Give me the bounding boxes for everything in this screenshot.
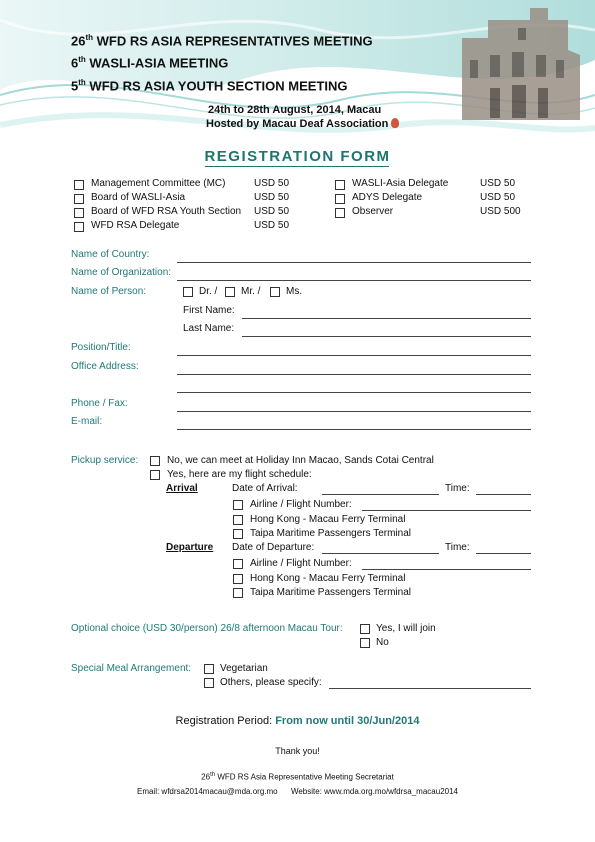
last-name-input[interactable]: [242, 336, 531, 337]
date-of-departure-input[interactable]: [322, 553, 439, 554]
dr-label: Dr. /: [199, 286, 218, 297]
checkbox-adys-delegate[interactable]: [335, 194, 345, 204]
checkbox-ms[interactable]: [270, 287, 280, 297]
checkbox-board-wasli[interactable]: [74, 194, 84, 204]
checkbox-rsa-delegate[interactable]: [74, 222, 84, 232]
contact-line: [0, 787, 595, 796]
fee-label-wasli-delegate: WASLI-Asia Delegate: [352, 178, 449, 189]
checkbox-tour-no[interactable]: [360, 638, 370, 648]
header-host: Hosted by Macau Deaf Association: [206, 118, 399, 130]
mr-label: Mr. /: [241, 286, 261, 297]
header-dates: 24th to 28th August, 2014, Macau: [208, 104, 382, 116]
fee-label-mc: Management Committee (MC): [91, 178, 226, 189]
office-address-input-1[interactable]: [177, 374, 531, 375]
country-label: Name of Country:: [71, 249, 150, 260]
arrival-flight-input[interactable]: [362, 510, 531, 511]
email-input[interactable]: [177, 429, 531, 430]
arrival-time-label: Time:: [445, 483, 470, 494]
form-title-underline: [205, 166, 389, 167]
pickup-yes-label: Yes, here are my flight schedule:: [167, 469, 312, 480]
fee-label-board-wasli: Board of WASLI-Asia: [91, 192, 186, 203]
date-of-departure-label: Date of Departure:: [232, 542, 315, 553]
fee-label-observer: Observer: [352, 206, 394, 217]
arrival-airline-label: Airline / Flight Number:: [250, 499, 352, 510]
office-address-label: Office Address:: [71, 361, 139, 372]
arrival-heading: Arrival: [166, 483, 198, 494]
fee-label-adys-delegate: ADYS Delegate: [352, 192, 423, 203]
fee-price-wasli-delegate: USD 50: [480, 178, 516, 189]
checkbox-observer[interactable]: [335, 208, 345, 218]
departure-hk-ferry-label: Hong Kong - Macau Ferry Terminal: [250, 573, 406, 584]
last-name-label: Last Name:: [183, 323, 235, 334]
header-line-3: 5th WFD RS ASIA YOUTH SECTION MEETING: [71, 78, 348, 94]
departure-time-label: Time:: [445, 542, 470, 553]
meal-others-input[interactable]: [329, 688, 531, 689]
checkbox-mr[interactable]: [225, 287, 235, 297]
form-title: REGISTRATION FORM: [204, 148, 391, 165]
registration-period-value: From now until 30/Jun/2014: [275, 715, 420, 727]
tour-no-label: No: [376, 637, 389, 648]
checkbox-pickup-yes[interactable]: [150, 470, 160, 480]
checkbox-meal-others[interactable]: [204, 678, 214, 688]
registration-period: Registration Period: From now until 30/Jun/2014: [175, 715, 420, 727]
checkbox-vegetarian[interactable]: [204, 664, 214, 674]
position-input[interactable]: [177, 355, 531, 356]
departure-taipa-label: Taipa Maritime Passengers Terminal: [250, 587, 411, 598]
departure-heading: Departure: [166, 542, 214, 553]
fee-price-observer: USD 500: [480, 206, 521, 217]
departure-airline-label: Airline / Flight Number:: [250, 558, 352, 569]
header-line-1: 26th WFD RS ASIA REPRESENTATIVES MEETING: [71, 33, 373, 49]
departure-flight-input[interactable]: [362, 569, 531, 570]
header-line-2: 6th WASLI-ASIA MEETING: [71, 55, 229, 71]
pickup-label: Pickup service:: [71, 455, 139, 466]
checkbox-arrival-taipa[interactable]: [233, 529, 243, 539]
pickup-no-label: No, we can meet at Holiday Inn Macao, Sands Cotai Central: [167, 455, 434, 466]
checkbox-tour-yes[interactable]: [360, 624, 370, 634]
departure-time-input[interactable]: [476, 553, 531, 554]
first-name-label: First Name:: [183, 305, 235, 316]
country-input[interactable]: [177, 262, 531, 263]
person-label: Name of Person:: [71, 286, 147, 297]
first-name-input[interactable]: [242, 318, 531, 319]
phone-fax-label: Phone / Fax:: [71, 398, 128, 409]
meal-label: Special Meal Arrangement:: [71, 663, 192, 674]
checkbox-pickup-no[interactable]: [150, 456, 160, 466]
office-address-input-2[interactable]: [177, 392, 531, 393]
checkbox-board-youth[interactable]: [74, 208, 84, 218]
contact-email[interactable]: Email: wfdrsa2014macau@mda.org.mo: [136, 787, 278, 796]
organization-label: Name of Organization:: [71, 267, 172, 278]
tour-label: Optional choice (USD 30/person) 26/8 afternoon Macau Tour:: [71, 623, 343, 634]
ms-label: Ms.: [286, 286, 303, 297]
checkbox-departure-hk-ferry[interactable]: [233, 574, 243, 584]
checkbox-mc[interactable]: [74, 180, 84, 190]
arrival-time-input[interactable]: [476, 494, 531, 495]
fee-price-board-youth: USD 50: [254, 206, 290, 217]
checkbox-arrival-airline[interactable]: [233, 500, 243, 510]
arrival-hk-ferry-label: Hong Kong - Macau Ferry Terminal: [250, 514, 406, 525]
fee-label-rsa-delegate: WFD RSA Delegate: [91, 220, 180, 231]
checkbox-dr[interactable]: [183, 287, 193, 297]
email-label: E-mail:: [71, 416, 103, 427]
tour-yes-label: Yes, I will join: [376, 623, 436, 634]
checkbox-arrival-hk-ferry[interactable]: [233, 515, 243, 525]
arrival-taipa-label: Taipa Maritime Passengers Terminal: [250, 528, 411, 539]
thank-you-text: Thank you!: [275, 746, 320, 756]
date-of-arrival-label: Date of Arrival:: [232, 483, 298, 494]
fee-price-rsa-delegate: USD 50: [254, 220, 290, 231]
fee-price-mc: USD 50: [254, 178, 290, 189]
checkbox-wasli-delegate[interactable]: [335, 180, 345, 190]
contact-website[interactable]: Website: www.mda.org.mo/wfdrsa_macau2014: [290, 787, 458, 796]
checkbox-departure-taipa[interactable]: [233, 588, 243, 598]
phone-fax-input[interactable]: [177, 411, 531, 412]
fee-price-adys-delegate: USD 50: [480, 192, 516, 203]
fee-label-board-youth: Board of WFD RSA Youth Section: [91, 206, 242, 217]
fee-price-board-wasli: USD 50: [254, 192, 290, 203]
vegetarian-label: Vegetarian: [220, 663, 268, 674]
date-of-arrival-input[interactable]: [322, 494, 439, 495]
macau-deaf-association-logo-icon: [391, 118, 399, 128]
position-label: Position/Title:: [71, 342, 131, 353]
organization-input[interactable]: [177, 280, 531, 281]
meal-others-label: Others, please specify:: [220, 677, 322, 688]
secretariat-text: 26th WFD RS Asia Representative Meeting Secretariat: [201, 772, 394, 782]
checkbox-departure-airline[interactable]: [233, 559, 243, 569]
